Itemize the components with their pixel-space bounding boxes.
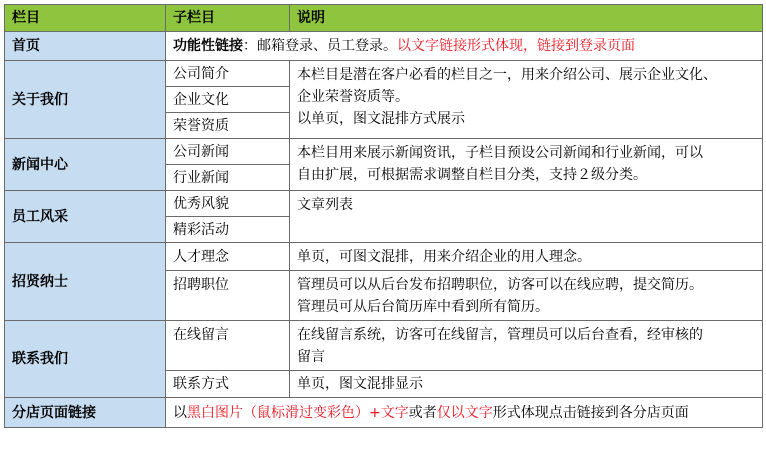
category-recruit: 招贤纳士: [5, 243, 166, 321]
header-column: 栏目: [5, 5, 166, 32]
category-home: 首页: [5, 32, 166, 61]
desc-line: 本栏目是潜在客户必看的栏目之一，用来介绍公司、展示企业文化、: [297, 67, 717, 83]
home-desc-bold: 功能性链接: [173, 38, 243, 54]
row-home: [5, 32, 763, 61]
row-about-1: [5, 61, 763, 87]
header-description: 说明: [290, 5, 763, 32]
branch-text: 形式体现点击链接到各分店页面: [492, 404, 689, 421]
category-about: 关于我们: [5, 61, 166, 139]
subcategory: 荣誉资质: [166, 113, 290, 139]
branch-text-red: 仅以文字: [436, 404, 493, 421]
subcategory: 人才理念: [166, 243, 290, 271]
about-description: [290, 61, 763, 139]
subcategory: 公司简介: [166, 61, 290, 87]
home-desc-plain: ：邮箱登录、员工登录。: [243, 38, 397, 54]
category-news: 新闻中心: [5, 139, 166, 191]
category-contact: 联系我们: [5, 321, 166, 398]
category-branch: 分店页面链接: [5, 398, 166, 428]
desc-line: 管理员可以从后台发布招聘职位，访客可以在线应聘，提交简历。: [297, 277, 703, 293]
news-description: [290, 139, 763, 191]
branch-text-red: 黑白图片（鼠标滑过变彩色）+文字: [187, 404, 409, 421]
subcategory: 招聘职位: [166, 271, 290, 321]
branch-description: [166, 398, 763, 428]
row-contact-1: [5, 321, 763, 371]
contact-description-1: [290, 321, 763, 371]
sitemap-table: [4, 4, 763, 428]
branch-text: 以: [173, 404, 187, 421]
header-subcolumn: 子栏目: [166, 5, 290, 32]
row-news-1: [5, 139, 763, 165]
home-description: [166, 32, 763, 61]
category-staff: 员工风采: [5, 191, 166, 243]
header-row: [5, 5, 763, 32]
subcategory: 在线留言: [166, 321, 290, 371]
recruit-description-1: 单页，可图文混排，用来介绍企业的用人理念。: [290, 243, 763, 271]
subcategory: 企业文化: [166, 87, 290, 113]
subcategory: 优秀风貌: [166, 191, 290, 217]
desc-line: 留言: [297, 349, 325, 365]
desc-line: 在线留言系统，访客可在线留言，管理员可以后台查看，经审核的: [297, 327, 703, 343]
recruit-description-2: [290, 271, 763, 321]
row-branch: [5, 398, 763, 428]
desc-line: 自由扩展，可根据需求调整自栏目分类，支持２级分类。: [297, 167, 647, 183]
staff-description: 文章列表: [290, 191, 763, 243]
contact-description-2: 单页，图文混排显示: [290, 371, 763, 398]
subcategory: 精彩活动: [166, 217, 290, 243]
subcategory: 公司新闻: [166, 139, 290, 165]
branch-text: 或者: [408, 404, 437, 421]
desc-line: 本栏目用来展示新闻资讯，子栏目预设公司新闻和行业新闻，可以: [297, 145, 703, 161]
desc-line: 管理员可从后台简历库中看到所有简历。: [297, 299, 549, 315]
row-staff-1: [5, 191, 763, 217]
desc-line: 企业荣誉资质等。: [297, 89, 409, 105]
desc-line: 以单页，图文混排方式展示: [297, 111, 465, 127]
home-desc-red: 以文字链接形式体现，链接到登录页面: [397, 38, 635, 54]
subcategory: 联系方式: [166, 371, 290, 398]
row-recruit-1: [5, 243, 763, 271]
subcategory: 行业新闻: [166, 165, 290, 191]
